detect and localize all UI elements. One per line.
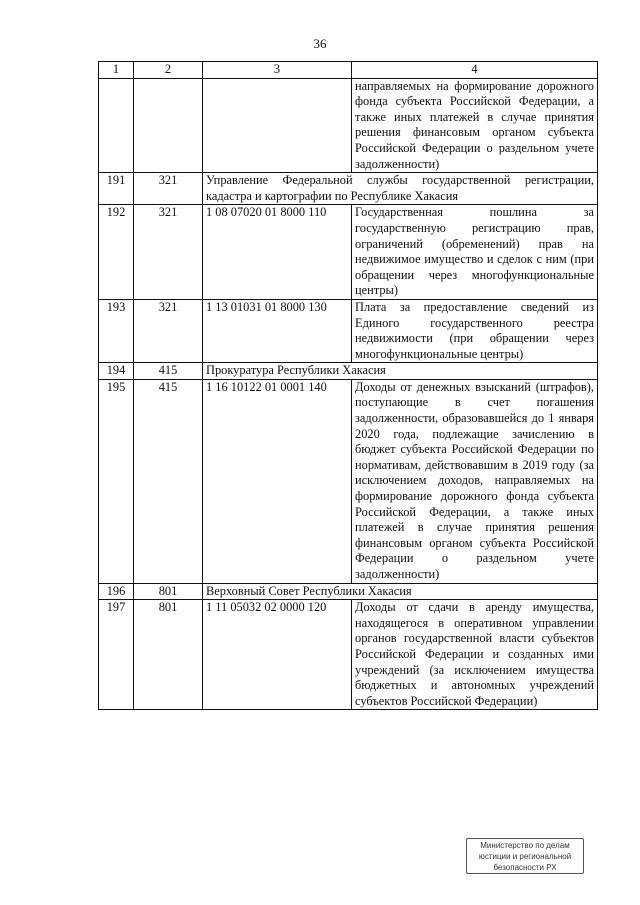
admin-code: 415 — [134, 379, 203, 583]
admin-code — [134, 78, 203, 173]
row-number: 191 — [99, 173, 134, 205]
budget-classification-code — [203, 78, 352, 173]
table-row — [99, 600, 598, 710]
row-number: 194 — [99, 363, 134, 380]
stamp-line-3: безопасности РХ — [493, 863, 557, 872]
header-cell-1: 1 — [99, 62, 134, 79]
table-row — [99, 299, 598, 362]
row-number: 192 — [99, 205, 134, 300]
row-number — [99, 78, 134, 173]
table-row — [99, 205, 598, 300]
header-cell-3: 3 — [203, 62, 352, 79]
administrator-name: Верховный Совет Республики Хакасия — [203, 583, 598, 600]
administrator-name: Управление Федеральной службы государственной регистрации, кадастра и картографии по Республике Хакасия — [203, 173, 598, 205]
budget-classification-code: 1 11 05032 02 0000 120 — [203, 600, 352, 710]
row-number: 195 — [99, 379, 134, 583]
admin-code: 801 — [134, 600, 203, 710]
stamp-line-2: юстиции и региональной — [478, 852, 572, 861]
row-number: 196 — [99, 583, 134, 600]
header-cell-2: 2 — [134, 62, 203, 79]
stamp-line-1: Министерство по делам — [480, 841, 570, 850]
budget-classification-code: 1 16 10122 01 0001 140 — [203, 379, 352, 583]
revenue-description: Государственная пошлина за государственную регистрацию прав, ограничений (обременений) прав на недвижимое имущество и сделок с ним (при обращении через многофункциональные центры) — [352, 205, 598, 300]
admin-code: 321 — [134, 173, 203, 205]
table-row — [99, 173, 598, 205]
admin-code: 321 — [134, 299, 203, 362]
revenue-description: Доходы от денежных взысканий (штрафов), поступающие в счет погашения задолженности, образовавшейся до 1 января 2020 года, подлежащие зачислению в бюджет субъекта Российской Федерации по нормативам, действовавшим в 2019 году (за исключением доходов, направляемых на формирование дорожного фонда субъекта Российской Федерации, а также иных платежей в случае принятия решения финансовым органом субъекта Российской Федерации о раздельном учете задолженности) — [352, 379, 598, 583]
row-number: 193 — [99, 299, 134, 362]
table-header-row — [99, 62, 598, 79]
budget-classification-code: 1 08 07020 01 8000 110 — [203, 205, 352, 300]
revenue-description: направляемых на формирование дорожного фонда субъекта Российской Федерации, а также иных платежей в случае принятия решения финансовым органом субъекта Российской Федерации о раздельном учете задолженности) — [352, 78, 598, 173]
administrator-name: Прокуратура Республики Хакасия — [203, 363, 598, 380]
table-row — [99, 363, 598, 380]
table-row — [99, 583, 598, 600]
budget-classification-code: 1 13 01031 01 8000 130 — [203, 299, 352, 362]
table-row — [99, 78, 598, 173]
admin-code: 801 — [134, 583, 203, 600]
table-row — [99, 379, 598, 583]
revenue-description: Доходы от сдачи в аренду имущества, находящегося в оперативном управлении органов государственной власти субъектов Российской Федерации и созданных ими учреждений (за исключением имущества бюджетных и автономных учреждений субъектов Российской Федерации) — [352, 600, 598, 710]
revenue-codes-table — [98, 61, 598, 710]
page-number: 36 — [313, 36, 327, 51]
ministry-stamp — [466, 838, 584, 874]
row-number: 197 — [99, 600, 134, 710]
revenue-description: Плата за предоставление сведений из Единого государственного реестра недвижимости (при обращении через многофункциональные центры) — [352, 299, 598, 362]
header-cell-4: 4 — [352, 62, 598, 79]
admin-code: 321 — [134, 205, 203, 300]
admin-code: 415 — [134, 363, 203, 380]
